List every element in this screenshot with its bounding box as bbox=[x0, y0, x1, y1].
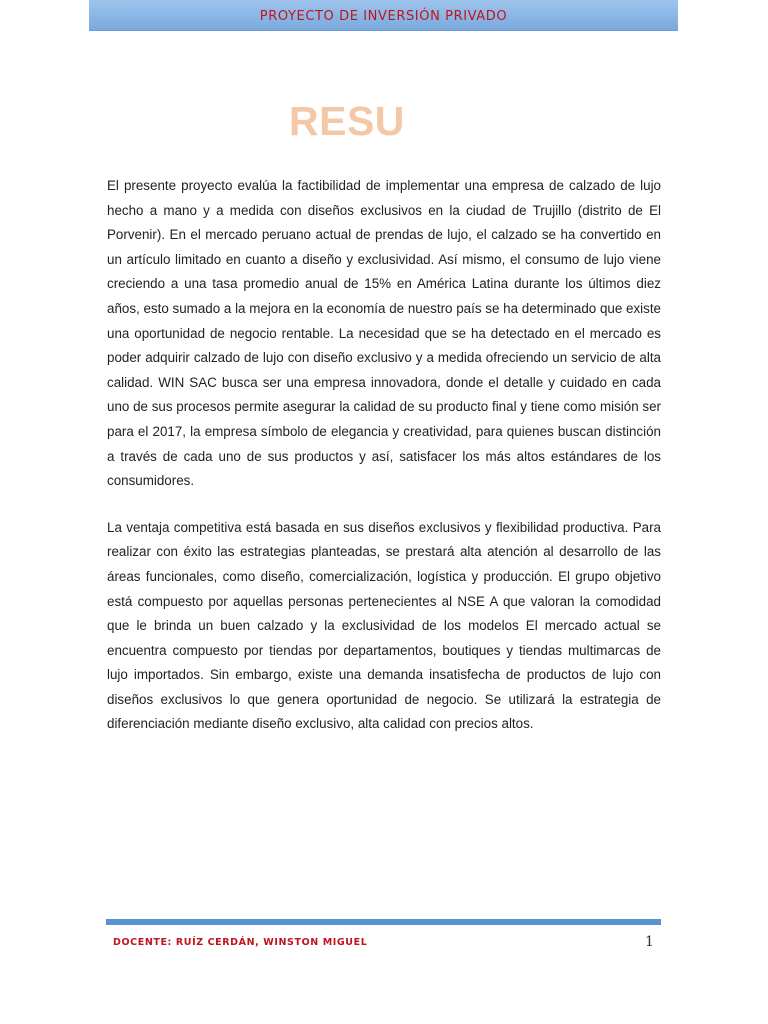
footer-teacher-name: DOCENTE: RUÍZ CERDÁN, WINSTON MIGUEL bbox=[113, 937, 368, 948]
header-title: PROYECTO DE INVERSIÓN PRIVADO bbox=[259, 8, 508, 24]
body-paragraph-1: El presente proyecto evalúa la factibilidad de implementar una empresa de calzado de lujo hecho a mano y a medida con diseños exclusivos en la ciudad de Trujillo (distrito de El Porvenir). En el mercado peruano actual de prendas de lujo, el calzado se ha convertido en un artículo limitado en cuanto a diseño y exclusividad. Así mismo, el consumo de lujo viene creciendo a una tasa promedio anual de 15% en América Latina durante los últimos diez años, esto sumado a la mejora en la economía de nuestro país se ha determinado que existe una oportunidad de negocio rentable. La necesidad que se ha detectado en el mercado es poder adquirir calzado de lujo con diseño exclusivo y a medida ofreciendo un servicio de alta calidad. WIN SAC busca ser una empresa innovadora, donde el detalle y cuidado en cada uno de sus procesos permite asegurar la calidad de su producto final y tiene como misión ser para el 2017, la empresa símbolo de elegancia y creatividad, para quienes buscan distinción a través de cada uno de sus productos y así, satisfacer los más altos estándares de los consumidores. bbox=[107, 178, 661, 489]
footer-divider bbox=[106, 919, 661, 925]
section-title: RESU bbox=[289, 98, 405, 144]
document-body bbox=[107, 174, 661, 737]
body-paragraph-2: La ventaja competitiva está basada en sus diseños exclusivos y flexibilidad productiva. Para realizar con éxito las estrategias planteadas, se prestará alta atención al desarrollo de las áreas funcionales, como diseño, comercialización, logística y producción. El grupo objetivo está compuesto por aquellas personas pertenecientes al NSE A que valoran la comodidad que le brinda un buen calzado y la exclusividad de los modelos El mercado actual se encuentra compuesto por tiendas por departamentos, boutiques y tiendas multimarcas de lujo importados. Sin embargo, existe una demanda insatisfecha de productos de lujo con diseños exclusivos lo que genera oportunidad de negocio. Se utilizará la estrategia de diferenciación mediante diseño exclusivo, alta calidad con precios altos. bbox=[107, 519, 661, 732]
header-bar bbox=[89, 0, 678, 31]
page-number: 1 bbox=[645, 934, 654, 950]
